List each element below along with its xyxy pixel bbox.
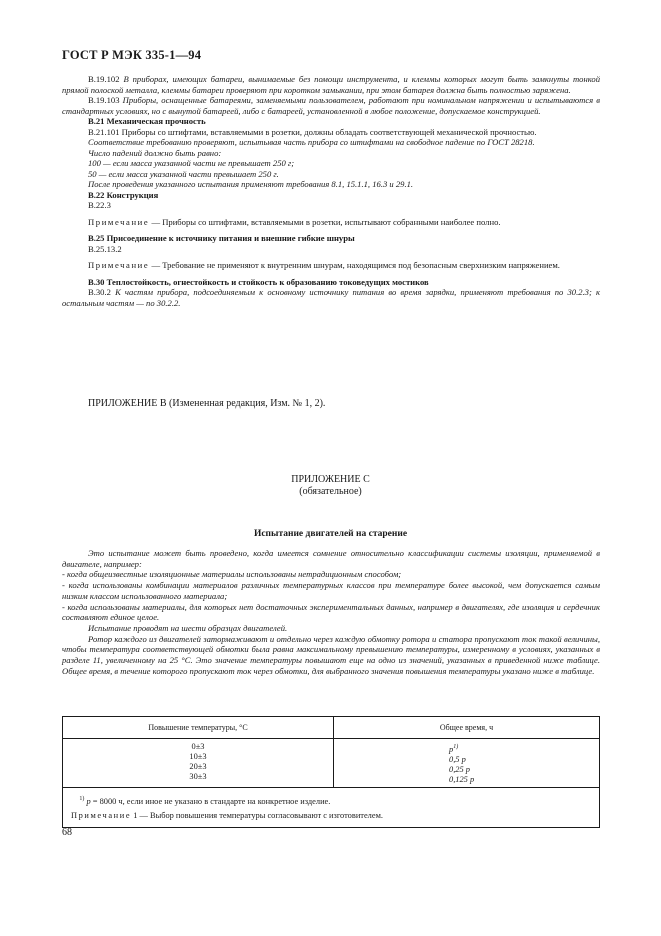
paragraph: Испытание проводят на шести образцах двигателей. [88, 622, 288, 633]
clause-b302: В.30.2 К частям прибора, подсоединяемым к основному источнику питания во время зарядки, применяют требования по 30.2.3; к остальным частям — по 30.2.2. [62, 287, 600, 308]
drops-item-2: 50 — если масса указанной части превышает 250 г. [88, 168, 279, 179]
time-value: 0,5 p [449, 754, 466, 764]
paragraph: Это испытание может быть проведено, когда имеется сомнение относительно классификации системы изоляции, применяемой в двигателе, например: [62, 548, 600, 569]
clause-b25132: В.25.13.2 [88, 243, 122, 254]
drops-text: Число падений должно быть равно: [88, 147, 222, 158]
rise-cell [63, 739, 334, 788]
rise-value: 30±3 [189, 772, 207, 781]
heading-b25: В.25 Присоединение к источнику питания и внешние гибкие шнуры [88, 233, 355, 243]
section-b-text [62, 74, 600, 308]
appendix-c-heading [0, 474, 661, 498]
table-footnote: $^{1)}$ p = 8000 ч, если иное не указано в стандарте на конкретное изделие. [79, 795, 331, 806]
page-number: 68 [62, 827, 72, 838]
aging-table [62, 716, 600, 828]
paragraph: Ротор каждого из двигателей затормаживают и отдельно через каждую обмотку ротора и статора пропускают ток такой величины, чтобы температура соответствующей обмотки была равна максимальному превышению температуры, измеренному в условиях, указанных в разделе 11, увеличенному на 25 °С. Это значение температуры повышают еще на одно из значений, указанных в приведенной ниже таблице. Общее время, в течение которого пропускают ток через обмотки, для выбранного значения повышения температуры указано ниже в таблице. [62, 633, 600, 676]
clause-b19103: В.19.103 Приборы, оснащенные батареями, заменяемыми пользователем, работают при номинальном напряжении и испытываются в стандартных условиях, но с вынутой батареей, либо с батареей, установленной в любое положение, допускаемое конструкцией. [62, 95, 600, 116]
col-header-rise: Повышение температуры, °С [63, 717, 334, 739]
col-header-time: Общее время, ч [334, 717, 600, 739]
note-b22: Примечание — Приборы со штифтами, вставляемыми в розетки, испытывают собранными наиболее полно. [88, 216, 501, 227]
appendix-c-subtitle: (обязательное) [299, 486, 362, 497]
rise-value: 0±3 [191, 742, 205, 751]
time-cell [334, 739, 600, 788]
time-value: 0,125 p [449, 774, 475, 784]
appendix-c-text [62, 548, 600, 676]
rise-value: 10±3 [189, 752, 207, 761]
paragraph: - когда общеизвестные изоляционные материалы использованы нетрадиционным способом; [62, 569, 402, 580]
table-note: Примечание 1 — Выбор повышения температуры согласовывают с изготовителем. [71, 810, 383, 820]
clause-b19102: В.19.102 В приборах, имеющих батареи, вынимаемые без помощи инструмента, и клеммы которых могут быть замкнуты тонкой прямой полоской металла, клеммы батареи проверяют при коротком замыкании, при этом батарея должна быть полностью заряжена. [62, 74, 600, 95]
page-header: ГОСТ Р МЭК 335-1—94 [62, 48, 202, 62]
section-title: Испытание двигателей на старение [253, 529, 408, 539]
after-test-text: После проведения указанного испытания применяют требования 8.1, 15.1.1, 16.3 и 29.1. [88, 179, 414, 189]
test-text: Соответствие требованию проверяют, испытывая часть прибора со штифтами на свободное падение по ГОСТ 28218. [88, 137, 535, 147]
drops-item-1: 100 — если масса указанной части не превышает 250 г; [88, 158, 295, 168]
rise-value: 20±3 [189, 762, 207, 771]
table-footer [63, 787, 600, 827]
paragraph: - когда использованы материалы, для которых нет достаточных экспериментальных данных, например в двигателях, где изоляция и сердечник составляют единое целое. [62, 601, 600, 623]
note-b25: Примечание — Требование не применяют к внутренним шнурам, находящимся под безопасным сверхнизким напряжением. [88, 260, 560, 270]
appendix-c-title: ПРИЛОЖЕНИЕ С [291, 474, 370, 485]
appendix-b-note: ПРИЛОЖЕНИЕ В (Измененная редакция, Изм. № 1, 2). [88, 398, 326, 409]
heading-b22: В.22 Конструкция [88, 189, 159, 200]
paragraph: - когда использованы комбинации материалов различных температурных классов при температуре более высокой, чем допускается самым низким классом использованного материала; [62, 580, 600, 601]
heading-b21: В.21 Механическая прочность [88, 116, 206, 126]
time-value: $p^{1)}$ [449, 744, 459, 754]
clause-b21101: В.21.101 Приборы со штифтами, вставляемыми в розетки, должны обладать соответствующей механической прочностью. [88, 126, 537, 137]
clause-b223: В.22.3 [88, 200, 111, 210]
time-value: 0,25 p [449, 764, 470, 774]
heading-b30: В.30 Теплостойкость, огнестойкость и стойкость к образованию токоведущих мостиков [88, 276, 429, 287]
